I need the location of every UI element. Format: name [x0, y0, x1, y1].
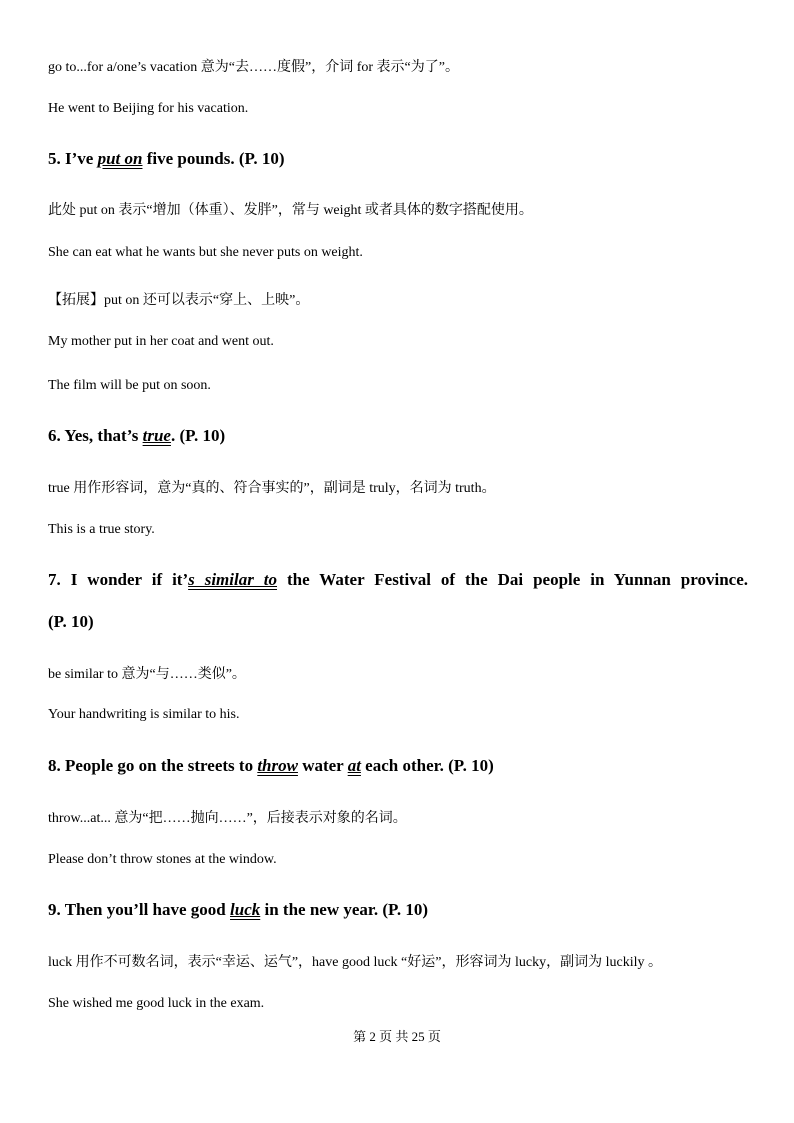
key-phrase: throw: [257, 756, 298, 775]
note-8-heading: [48, 756, 494, 776]
note-9-example: She wished me good luck in the exam.: [48, 996, 265, 1011]
note-8-example: Please don’t throw stones at the window.: [48, 852, 277, 867]
heading-text: five pounds. (P. 10): [142, 149, 285, 168]
heading-text: 8. People go on the streets to: [48, 756, 258, 775]
note-5-explanation: 此处 put on 表示“增加（体重）、发胖”，常与 weight 或者具体的数字搭配使用。: [48, 203, 533, 218]
note-7-heading-page-ref: (P. 10): [48, 612, 94, 631]
note-9-explanation: luck 用作不可数名词，表示“幸运、运气”，have good luck “好运”，形容词为 lucky，副词为 luckily 。: [48, 955, 662, 970]
heading-text: 5. I’ve: [48, 149, 98, 168]
note-6-example: This is a true story.: [48, 522, 155, 537]
heading-text: 6. Yes, that’s: [48, 426, 143, 445]
note-5-extension-example-2: The film will be put on soon.: [48, 378, 211, 393]
heading-text: 7. I wonder if it’: [48, 570, 189, 589]
heading-text: 9. Then you’ll have good: [48, 900, 231, 919]
heading-text: each other. (P. 10): [360, 756, 494, 775]
key-phrase: true: [142, 426, 171, 445]
key-phrase: luck: [230, 900, 261, 919]
note-7-explanation: be similar to 意为“与……类似”。: [48, 667, 246, 682]
note-6-heading: [48, 426, 225, 446]
note-4-explanation: go to...for a/one’s vacation 意为“去……度假”，介词 for 表示“为了”。: [48, 60, 459, 75]
note-5-example: She can eat what he wants but she never puts on weight.: [48, 245, 363, 260]
note-8-explanation: throw...at... 意为“把……抛向……”，后接表示对象的名词。: [48, 811, 407, 826]
note-5-heading: [48, 149, 284, 169]
key-phrase: put on: [97, 149, 143, 168]
heading-text: in the new year. (P. 10): [260, 900, 429, 919]
heading-text: . (P. 10): [170, 426, 226, 445]
note-7-example: Your handwriting is similar to his.: [48, 707, 240, 722]
note-9-heading: [48, 900, 428, 920]
note-5-extension-example-1: My mother put in her coat and went out.: [48, 334, 274, 349]
note-4-example: He went to Beijing for his vacation.: [48, 101, 249, 116]
note-7-heading: [48, 570, 748, 590]
heading-text: the Water Festival of the Dai people in Yunnan province.: [277, 570, 748, 589]
key-phrase: s similar to: [188, 570, 278, 589]
heading-text: water: [297, 756, 348, 775]
key-phrase: at: [347, 756, 361, 775]
note-6-explanation: true 用作形容词，意为“真的、符合事实的”，副词是 truly，名词为 truth。: [48, 481, 496, 496]
note-5-extension: 【拓展】put on 还可以表示“穿上、上映”。: [48, 293, 310, 308]
page-footer: 第 2 页 共 25 页: [353, 1029, 441, 1044]
